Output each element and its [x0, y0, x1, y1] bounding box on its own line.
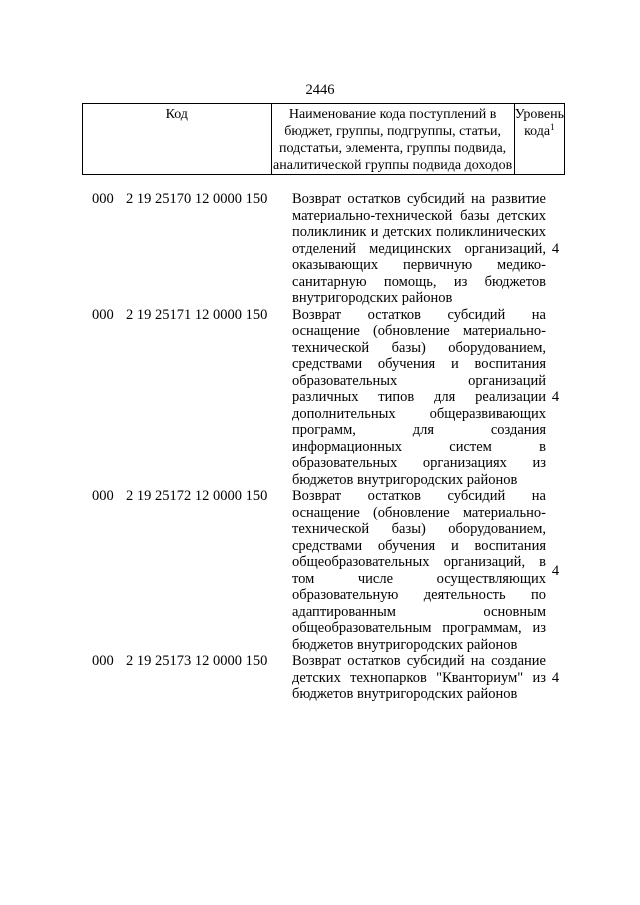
- header-level-line1: Уровень: [514, 107, 564, 122]
- row-level-value: 4: [551, 562, 560, 579]
- header-level: [515, 104, 564, 174]
- table-row: [82, 307, 565, 489]
- row-admin-code: 000: [92, 306, 114, 323]
- table-row: [82, 653, 565, 703]
- header-name: Наименование кода поступлений в бюджет, группы, подгруппы, статьи, подстатьи, элемента, группы подвида, аналитической группы подвида доходов: [272, 104, 515, 174]
- row-level-value: 4: [551, 389, 560, 405]
- row-name: Возврат остатков субсидий на оснащение (обновление материально-технической базы) оборудованием, средствами обучения и воспитания образовательных организаций различных типов для реализации дополнительных общеразвивающих программ, для создания информационных систем в образовательных организациях из бюджетов внутригородских районов: [292, 306, 546, 488]
- table-body: [82, 191, 565, 703]
- header-code: Код: [83, 104, 272, 174]
- row-level: [546, 488, 565, 653]
- row-level: [546, 191, 565, 307]
- row-income-code: 2 19 25170 12 0000 150: [126, 191, 268, 207]
- table-header: [82, 103, 565, 175]
- footnote-marker: 1: [550, 122, 555, 132]
- row-name: Возврат остатков субсидий на создание детских технопарков "Кванториум" из бюджетов внутригородских районов: [292, 653, 546, 702]
- header-level-line2: [515, 123, 564, 140]
- page-number: 2446: [305, 82, 335, 98]
- row-admin-code: 000: [92, 653, 114, 669]
- row-level-value: 4: [551, 669, 560, 686]
- header-level-word: кода: [524, 124, 551, 139]
- row-income-code: 2 19 25171 12 0000 150: [126, 306, 268, 323]
- table-row: [82, 191, 565, 307]
- row-name: Возврат остатков субсидий на оснащение (обновление материально-технической базы) оборудованием, средствами обучения и воспитания общеобразовательных организаций, в том числе осуществляющих образовательную деятельность по адаптированным основным общеобразовательным программам, из бюджетов внутригородских районов: [292, 488, 546, 653]
- row-level: [546, 307, 565, 489]
- row-level-value: 4: [551, 240, 560, 257]
- row-income-code: 2 19 25172 12 0000 150: [126, 488, 268, 504]
- row-admin-code: 000: [92, 488, 114, 504]
- row-level: [546, 653, 565, 703]
- row-admin-code: 000: [92, 191, 114, 207]
- table-row: [82, 488, 565, 653]
- row-income-code: 2 19 25173 12 0000 150: [126, 653, 268, 669]
- row-name: Возврат остатков субсидий на развитие материально-технической базы детских поликлиник и детских поликлинических отделений медицинских организаций, оказывающих первичную медико-санитарную помощь, из бюджетов внутригородских районов: [292, 191, 546, 306]
